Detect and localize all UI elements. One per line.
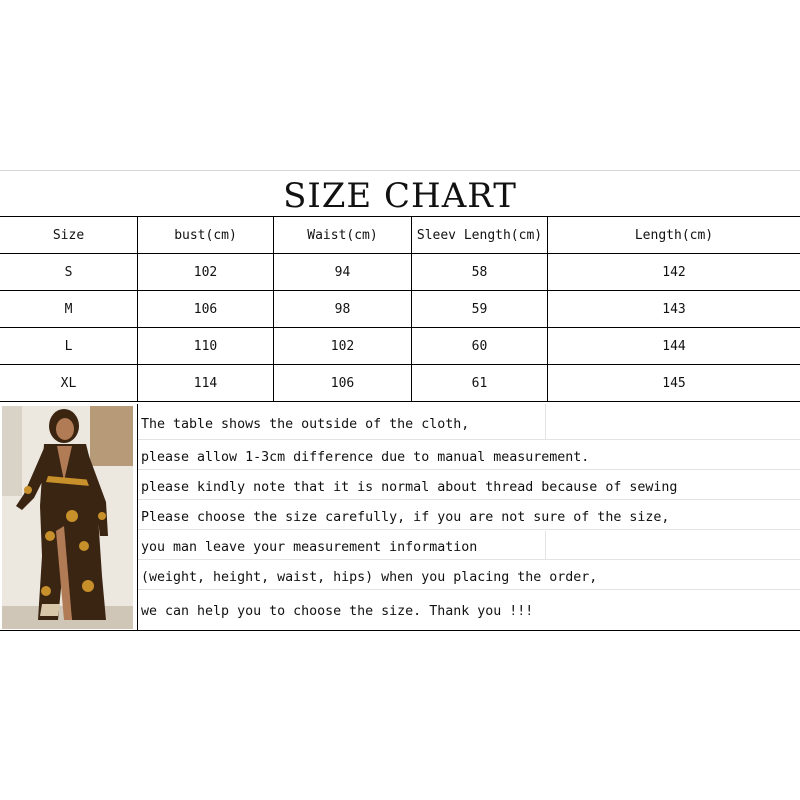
notes-text	[137, 404, 800, 630]
size-chart	[0, 170, 800, 631]
cell-length: 145	[548, 365, 800, 402]
cell-sleeve-length: 60	[412, 328, 548, 365]
note-line: we can help you to choose the size. Thank you !!!	[141, 604, 534, 619]
cell-sleeve-length: 59	[412, 291, 548, 328]
cell-waist: 102	[274, 328, 412, 365]
note-line: please kindly note that it is normal about thread because of sewing	[138, 471, 800, 500]
cell-size: L	[0, 328, 138, 365]
cell-sleeve-length: 58	[412, 254, 548, 291]
cell-length: 144	[548, 328, 800, 365]
cell-size: M	[0, 291, 138, 328]
note-line: Please choose the size carefully, if you are not sure of the size,	[138, 501, 800, 530]
cell-bust: 106	[138, 291, 274, 328]
cell-bust: 114	[138, 365, 274, 402]
model-photo	[2, 406, 133, 629]
table-row	[0, 328, 800, 365]
header-length: Length(cm)	[548, 217, 800, 254]
header-sleeve-length: Sleev Length(cm)	[412, 217, 548, 254]
cell-waist: 94	[274, 254, 412, 291]
notes-section	[0, 404, 800, 631]
table-row	[0, 291, 800, 328]
cell-length: 143	[548, 291, 800, 328]
header-bust: bust(cm)	[138, 217, 274, 254]
cell-waist: 98	[274, 291, 412, 328]
header-size: Size	[0, 217, 138, 254]
chart-title: SIZE CHART	[0, 170, 800, 217]
table-header-row	[0, 217, 800, 254]
note-line: (weight, height, waist, hips) when you placing the order,	[138, 561, 800, 590]
cell-bust: 102	[138, 254, 274, 291]
note-line: you man leave your measurement information	[138, 531, 800, 560]
cell-waist: 106	[274, 365, 412, 402]
note-line: The table shows the outside of the cloth,	[138, 404, 800, 440]
cell-size: XL	[0, 365, 138, 402]
cell-length: 142	[548, 254, 800, 291]
table-row	[0, 365, 800, 402]
size-table	[0, 216, 800, 402]
cell-size: S	[0, 254, 138, 291]
cell-bust: 110	[138, 328, 274, 365]
note-line: please allow 1-3cm difference due to manual measurement.	[138, 441, 800, 470]
header-waist: Waist(cm)	[274, 217, 412, 254]
table-row	[0, 254, 800, 291]
cell-sleeve-length: 61	[412, 365, 548, 402]
